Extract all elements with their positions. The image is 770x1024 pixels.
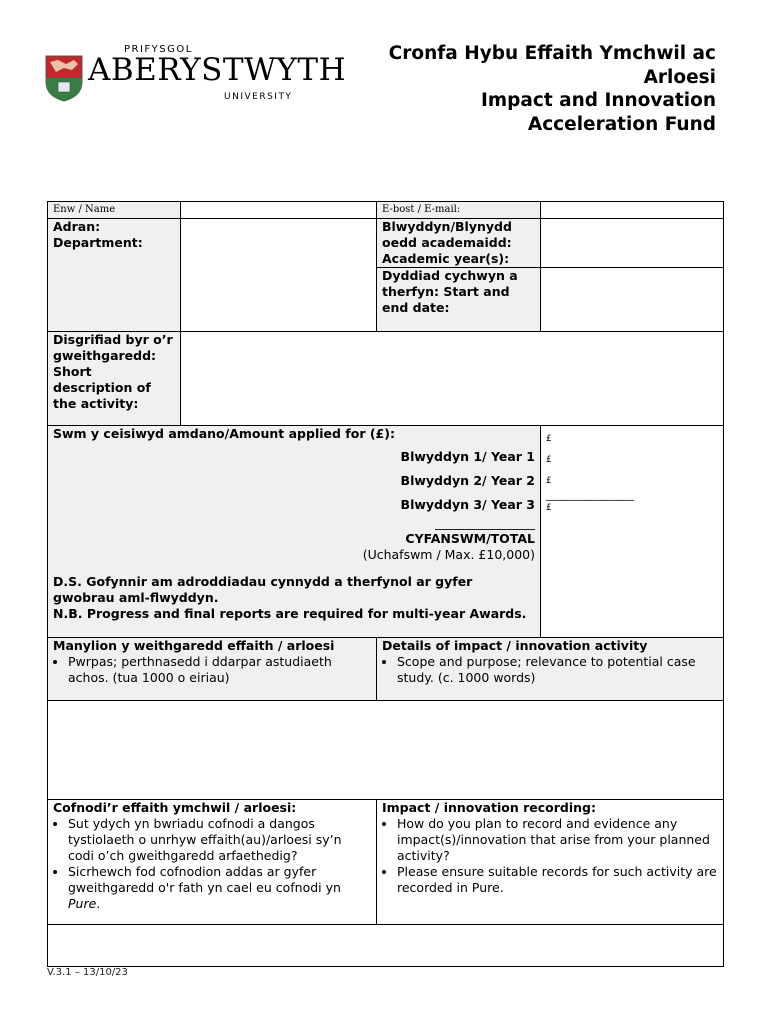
description-field[interactable] <box>181 332 724 426</box>
recording-welsh-bullet-1: • Sut ydych yn bwriadu cofnodi a dangos tystiolaeth o unrhyw effaith(au)/arloesi sy’n codi o’ch gweithgaredd arfaethedig? <box>68 816 371 864</box>
name-field[interactable] <box>181 202 377 219</box>
details-welsh-cell <box>48 638 377 701</box>
year1-label: Blwyddyn 1/ Year 1 <box>400 449 535 464</box>
recording-english-bullet-1: • How do you plan to record and evidence any impact(s)/innovation that arise from your planned activity? <box>397 816 718 864</box>
year2-pound[interactable]: £ <box>546 455 552 465</box>
recording-welsh-bullet-2-end: . <box>96 896 101 911</box>
recording-welsh-bullet-2-text: Sicrhewch fod cofnodion addas ar gyfer gweithgaredd o'r fath yn cael eu cofnodi yn <box>68 864 341 895</box>
logo-aberystwyth-text: ABERYSTWYTH <box>88 52 347 88</box>
academic-year-label: Blwyddyn/Blynydd oedd academaidd: Academic year(s): <box>377 219 541 268</box>
year2-label: Blwyddyn 2/ Year 2 <box>400 473 535 488</box>
application-form <box>47 201 724 967</box>
title-line-3: Impact and Innovation <box>480 90 716 111</box>
dates-label: Dyddiad cychwyn a therfyn: Start and end date: <box>377 268 541 332</box>
recording-english-cell <box>377 800 724 925</box>
details-field[interactable] <box>48 701 724 800</box>
description-label: Disgrifiad byr o’r gweithgaredd: Short description of the activity: <box>48 332 181 426</box>
details-english-cell <box>377 638 724 701</box>
recording-field[interactable] <box>48 925 724 967</box>
pure-emphasis: Pure <box>68 896 97 911</box>
amount-section <box>48 426 541 638</box>
total-underline: ________________ <box>435 515 535 530</box>
recording-welsh-heading: Cofnodi’r effaith ymchwil / arloesi: <box>53 800 297 815</box>
document-title <box>389 42 716 136</box>
total-label: CYFANSWM/TOTAL <box>405 531 535 546</box>
note-welsh: D.S. Gofynnir am adroddiadau cynnydd a therfynol ar gyfer gwobrau aml-flwyddyn. <box>53 574 473 605</box>
year3-pound[interactable]: £ <box>546 476 552 486</box>
title-line-1: Cronfa Hybu Effaith Ymchwil ac <box>388 43 716 64</box>
recording-english-bullet-2: • Please ensure suitable records for such activity are recorded in Pure. <box>397 864 718 896</box>
logo-university-text: UNIVERSITY <box>224 92 293 102</box>
department-label: Adran: Department: <box>48 219 181 332</box>
email-field[interactable] <box>541 202 724 219</box>
details-welsh-bullet: • Pwrpas; perthnasedd i ddarpar astudiaeth achos. (tua 1000 o eiriau) <box>68 654 371 686</box>
title-line-4: Acceleration Fund <box>527 113 716 135</box>
note-english: N.B. Progress and final reports are required for multi-year Awards. <box>53 606 527 621</box>
recording-english-heading: Impact / innovation recording: <box>382 800 596 815</box>
max-note: (Uchafswm / Max. £10,000) <box>362 547 535 562</box>
version-footer: V.3.1 – 13/10/23 <box>47 967 128 978</box>
total-pound[interactable]: £ <box>546 503 552 513</box>
dates-field[interactable] <box>541 268 724 332</box>
academic-year-field[interactable] <box>541 219 724 268</box>
name-label: Enw / Name <box>48 202 181 219</box>
details-english-heading: Details of impact / innovation activity <box>382 638 648 653</box>
crest-icon <box>44 54 84 102</box>
year3-label: Blwyddyn 3/ Year 3 <box>400 497 535 512</box>
title-line-2: Arloesi <box>643 66 716 88</box>
details-welsh-heading: Manylion y weithgaredd effaith / arloesi <box>53 638 335 653</box>
amount-heading: Swm y ceisiwyd amdano/Amount applied for (£): <box>53 426 395 441</box>
department-field[interactable] <box>181 219 377 332</box>
email-label: E-bost / E-mail: <box>377 202 541 219</box>
logo-prifysgol-text: PRIFYSGOL <box>124 44 193 55</box>
total-pound-line: ________________ <box>546 488 634 501</box>
recording-welsh-cell <box>48 800 377 925</box>
amount-fields <box>541 426 724 638</box>
year1-pound[interactable]: £ <box>546 434 552 444</box>
details-english-bullet: • Scope and purpose; relevance to potential case study. (c. 1000 words) <box>397 654 718 686</box>
recording-welsh-bullet-2 <box>68 864 371 912</box>
university-logo <box>44 44 347 110</box>
